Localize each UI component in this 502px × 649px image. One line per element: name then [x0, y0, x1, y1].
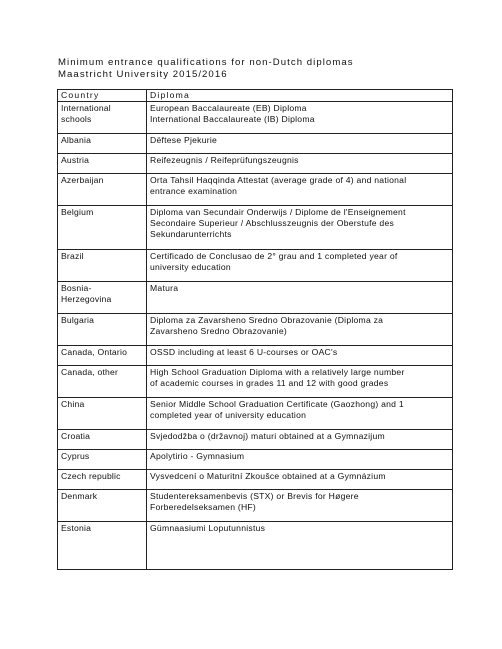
- country-text: schools: [61, 114, 92, 124]
- diploma-text: High School Graduation Diploma with a relatively large number: [150, 367, 405, 377]
- country-text: Belgium: [61, 207, 94, 217]
- country-text: Canada, Ontario: [61, 347, 128, 357]
- diploma-cell: [147, 450, 453, 470]
- diploma-text: entrance examination: [150, 186, 238, 196]
- diploma-text: Reifezeugnis / Reifeprüfungszeugnis: [150, 155, 299, 165]
- diploma-text: Zavarsheno Sredno Obrazovanie): [150, 326, 287, 336]
- country-text: International: [61, 103, 111, 113]
- diploma-text: Orta Tahsil Haqqinda Attestat (average grade of 4) and national: [150, 175, 407, 185]
- diploma-cell: [147, 206, 453, 250]
- country-cell: [58, 174, 147, 206]
- country-cell: [58, 522, 147, 570]
- table-row: [58, 450, 453, 470]
- header-diploma: Diploma: [147, 90, 453, 102]
- header-country: Country: [58, 90, 147, 102]
- table-row: [58, 102, 453, 134]
- document-title: [58, 57, 354, 81]
- country-cell: [58, 470, 147, 490]
- diploma-cell: [147, 154, 453, 174]
- diploma-cell: [147, 490, 453, 522]
- diploma-text: Vysvedcení o Maturitní Zkoušce obtained at a Gymnázium: [150, 471, 386, 481]
- table-row: [58, 430, 453, 450]
- country-cell: [58, 154, 147, 174]
- diploma-text: Gümnaasiumi Loputunnistus: [150, 523, 266, 533]
- country-cell: [58, 430, 147, 450]
- country-cell: [58, 250, 147, 282]
- diploma-text: of academic courses in grades 11 and 12 with good grades: [150, 378, 389, 388]
- country-cell: [58, 314, 147, 346]
- table-row: [58, 346, 453, 366]
- diploma-cell: [147, 102, 453, 134]
- diploma-cell: [147, 314, 453, 346]
- table-row: [58, 470, 453, 490]
- diploma-cell: [147, 346, 453, 366]
- diploma-cell: [147, 366, 453, 398]
- country-text: Brazil: [61, 251, 84, 261]
- diploma-text: Dëftese Pjekurie: [150, 135, 218, 145]
- diploma-text: European Baccalaureate (EB) Diploma: [150, 103, 307, 113]
- country-cell: [58, 366, 147, 398]
- country-cell: [58, 134, 147, 154]
- table-row: [58, 282, 453, 314]
- diploma-text: Matura: [150, 283, 179, 293]
- country-cell: [58, 398, 147, 430]
- country-cell: [58, 206, 147, 250]
- title-line-1: Minimum entrance qualifications for non-Dutch diplomas: [58, 57, 354, 68]
- diploma-cell: [147, 398, 453, 430]
- qualifications-table: [57, 89, 453, 570]
- table-row: [58, 522, 453, 570]
- country-text: Cyprus: [61, 451, 90, 461]
- country-text: Czech republic: [61, 471, 121, 481]
- diploma-text: completed year of university education: [150, 410, 307, 420]
- diploma-cell: [147, 470, 453, 490]
- country-text: Bosnia-: [61, 283, 92, 293]
- table-row: [58, 314, 453, 346]
- diploma-text: Certificado de Conclusao de 2° grau and 1 completed year of: [150, 251, 398, 261]
- diploma-text: International Baccalaureate (IB) Diploma: [150, 114, 315, 124]
- country-cell: [58, 450, 147, 470]
- table-header-row: [58, 90, 453, 102]
- table-body: [58, 102, 453, 570]
- diploma-text: Sekundarunterrichts: [150, 229, 232, 239]
- diploma-text: university education: [150, 262, 231, 272]
- country-cell: [58, 282, 147, 314]
- table-row: [58, 154, 453, 174]
- diploma-text: Apolytirio - Gymnasium: [150, 451, 245, 461]
- diploma-text: Diploma van Secundair Onderwijs / Diplome de l'Enseignement: [150, 207, 406, 217]
- diploma-text: Studentereksamenbevis (STX) or Brevis for Høgere: [150, 491, 359, 501]
- diploma-cell: [147, 282, 453, 314]
- country-cell: [58, 346, 147, 366]
- diploma-text: OSSD including at least 6 U-courses or OAC's: [150, 347, 338, 357]
- country-text: Croatia: [61, 431, 91, 441]
- table-row: [58, 490, 453, 522]
- table-row: [58, 134, 453, 154]
- table-row: [58, 174, 453, 206]
- country-text: Herzegovina: [61, 294, 112, 304]
- diploma-cell: [147, 430, 453, 450]
- country-text: Estonia: [61, 523, 92, 533]
- country-text: Austria: [61, 155, 90, 165]
- diploma-cell: [147, 522, 453, 570]
- title-line-2: Maastricht University 2015/2016: [58, 69, 228, 80]
- diploma-text: Senior Middle School Graduation Certificate (Gaozhong) and 1: [150, 399, 404, 409]
- diploma-cell: [147, 134, 453, 154]
- country-text: Bulgaria: [61, 315, 95, 325]
- country-text: Denmark: [61, 491, 98, 501]
- country-text: China: [61, 399, 85, 409]
- diploma-text: Forberedelseksamen (HF): [150, 502, 257, 512]
- table-row: [58, 366, 453, 398]
- country-text: Azerbaijan: [61, 175, 104, 185]
- table-row: [58, 398, 453, 430]
- country-cell: [58, 102, 147, 134]
- table-row: [58, 250, 453, 282]
- table-row: [58, 206, 453, 250]
- diploma-cell: [147, 174, 453, 206]
- diploma-text: Secondaire Superieur / Abschlusszeugnis der Oberstufe des: [150, 218, 395, 228]
- diploma-cell: [147, 250, 453, 282]
- diploma-text: Svjedodžba o (državnoj) maturi obtained at a Gymnazijum: [150, 431, 385, 441]
- country-cell: [58, 490, 147, 522]
- diploma-text: Diploma za Zavarsheno Sredno Obrazovanie (Diploma za: [150, 315, 384, 325]
- country-text: Canada, other: [61, 367, 119, 377]
- country-text: Albania: [61, 135, 92, 145]
